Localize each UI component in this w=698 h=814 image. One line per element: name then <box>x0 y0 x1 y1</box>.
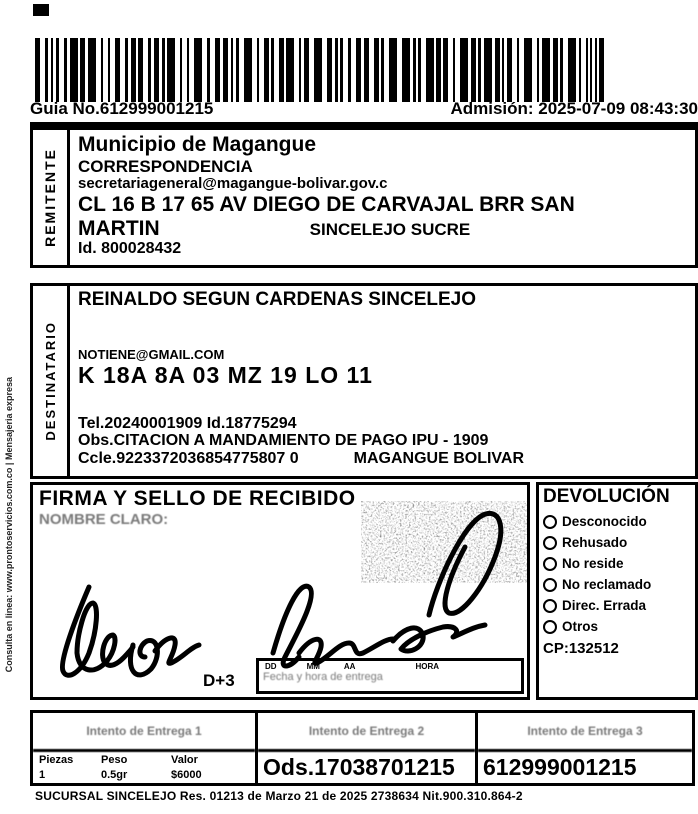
barcode-bar <box>236 38 239 102</box>
barcode-bar <box>279 38 284 102</box>
sender-address-line2: MARTIN <box>78 216 160 240</box>
devolucion-title: DEVOLUCIÓN <box>543 486 670 507</box>
barcode-bar <box>524 38 532 102</box>
barcode-bar <box>223 38 228 102</box>
barcode-bar <box>244 38 252 102</box>
recipient-observation: Obs.CITACION A MANDAMIENTO DE PAGO IPU - 1909 <box>78 432 489 450</box>
barcode-bar <box>348 38 351 102</box>
radio-circle-icon <box>543 599 557 613</box>
barcode-bar <box>436 38 441 102</box>
barcode-bar <box>108 38 110 102</box>
recipient-email: NOTIENE@GMAIL.COM <box>78 347 225 363</box>
option-otros: Otros <box>543 619 691 634</box>
date-col-aa: AA <box>343 662 356 671</box>
barcode-bar <box>356 38 361 102</box>
barcode-bar <box>314 38 322 102</box>
remitente-box <box>30 127 698 268</box>
guia-number: Guia No.612999001215 <box>30 99 214 118</box>
barcode-bar <box>507 38 512 102</box>
radio-circle-icon <box>543 578 557 592</box>
radio-circle-icon <box>543 557 557 571</box>
vertical-margin-text: Consulta en linea: www.prontoservicios.com.co | Mensajeria expresa <box>4 377 14 673</box>
admision-datetime: Admisión: 2025-07-09 08:43:30 <box>450 99 698 118</box>
barcode-bar <box>271 38 274 102</box>
sender-address-line1: CL 16 B 17 65 AV DIEGO DE CARVAJAL BRR SAN <box>78 193 575 217</box>
devolucion-box <box>536 482 698 700</box>
barcode-bar <box>579 38 581 102</box>
date-col-mm: MM <box>306 662 320 671</box>
radio-circle-icon <box>543 515 557 529</box>
attempt-3-column <box>475 710 695 786</box>
barcode-bar <box>537 38 539 102</box>
barcode-bar <box>568 38 576 102</box>
corner-registration-mark <box>33 4 49 16</box>
delivery-datetime-box <box>256 658 524 694</box>
barcode-bar <box>502 38 504 102</box>
barcode-bar <box>340 38 343 102</box>
barcode-bar <box>542 38 550 102</box>
barcode-bar <box>180 38 182 102</box>
barcode-bar <box>304 38 309 102</box>
attempt-3-header: Intento de Entrega 3 <box>478 713 692 752</box>
branch-footer-text: SUCURSAL SINCELEJO Res. 01213 de Marzo 21 de 2025 2738634 Nit.900.310.864-2 <box>35 789 523 803</box>
date-column-headers <box>263 662 517 671</box>
signature-box <box>30 482 530 700</box>
attempt-2-column <box>255 710 478 786</box>
destinatario-box <box>30 283 698 479</box>
barcode-bar <box>257 38 259 102</box>
barcode-bar <box>167 38 175 102</box>
attempt-1-column <box>30 710 258 786</box>
barcode-bar <box>381 38 384 102</box>
barcode-bar <box>327 38 332 102</box>
barcode-bar <box>162 38 165 102</box>
barcode-bar <box>517 38 519 102</box>
option-desconocido: Desconocido <box>543 514 691 529</box>
barcode-bar <box>586 38 588 102</box>
date-col-dd: DD <box>265 662 277 671</box>
barcode-bar <box>335 38 338 102</box>
barcode-bar <box>88 38 96 102</box>
pieces-weight-value-cell <box>33 752 255 783</box>
barcode-bar <box>495 38 500 102</box>
option-no-reside: No reside <box>543 556 691 571</box>
attempt-1-header: Intento de Entrega 1 <box>33 713 255 752</box>
barcode-bar <box>56 38 59 102</box>
barcode <box>35 38 613 102</box>
date-col-hora: HORA <box>415 662 440 671</box>
destinatario-label-cell <box>33 286 70 476</box>
barcode-bar <box>231 38 233 102</box>
barcode-bar <box>443 38 448 102</box>
option-direc-errada: Direc. Errada <box>543 598 691 613</box>
barcode-bar <box>215 38 220 102</box>
radio-circle-icon <box>543 536 557 550</box>
barcode-bar <box>286 38 294 102</box>
option-rehusado: Rehusado <box>543 535 691 550</box>
attempt-2-header: Intento de Entrega 2 <box>258 713 475 752</box>
pieces-value-row: 1 0.5gr $6000 <box>39 768 202 781</box>
remitente-label: REMITENTE <box>42 148 58 247</box>
barcode-bar <box>413 38 416 102</box>
barcode-bar <box>207 38 210 102</box>
date-caption: Fecha y hora de entrega <box>263 671 383 683</box>
option-no-reclamado: No reclamado <box>543 577 691 592</box>
remitente-content <box>70 130 695 265</box>
barcode-bar <box>478 38 481 102</box>
barcode-bar <box>402 38 410 102</box>
barcode-bar <box>590 38 592 102</box>
remitente-label-cell <box>33 130 70 265</box>
sender-id: Id. 800028432 <box>78 240 182 258</box>
barcode-bar <box>131 38 136 102</box>
barcode-bar <box>35 38 40 102</box>
barcode-bar <box>553 38 558 102</box>
postal-code: CP:132512 <box>543 640 619 657</box>
barcode-bar <box>51 38 53 102</box>
ods-number: Ods.17038701215 <box>263 754 455 780</box>
barcode-bar <box>70 38 78 102</box>
d-plus-3-label: D+3 <box>203 671 235 690</box>
guia-admision-line <box>30 99 698 127</box>
barcode-bar <box>364 38 369 102</box>
sender-department: CORRESPONDENCIA <box>78 156 253 176</box>
barcode-bar <box>599 38 604 102</box>
barcode-bar <box>299 38 301 102</box>
destinatario-content <box>70 286 695 476</box>
recipient-name: REINALDO SEGUN CARDENAS SINCELEJO <box>78 289 476 310</box>
recipient-tel-id: Tel.20240001909 Id.18775294 <box>78 414 297 432</box>
sender-city: SINCELEJO SUCRE <box>309 219 471 239</box>
barcode-bar <box>374 38 379 102</box>
barcode-bar <box>154 38 159 102</box>
barcode-bar <box>426 38 434 102</box>
barcode-bar <box>80 38 85 102</box>
pieces-header-row: Piezas Peso Valor <box>39 754 198 767</box>
clear-name-label: NOMBRE CLARO: <box>39 511 169 528</box>
barcode-bar <box>64 38 67 102</box>
destinatario-label: DESTINATARIO <box>42 321 58 441</box>
recipient-address: K 18A 8A 03 MZ 19 LO 11 <box>78 361 373 388</box>
barcode-bar <box>194 38 202 102</box>
barcode-bar <box>453 38 455 102</box>
guia-number-value: 612999001215 <box>483 754 637 780</box>
recipient-account: Ccle.9223372036854775807 0 <box>78 450 299 468</box>
barcode-bar <box>115 38 120 102</box>
barcode-bar <box>101 38 103 102</box>
barcode-bar <box>560 38 563 102</box>
recipient-city: MAGANGUE BOLIVAR <box>353 450 525 468</box>
delivery-attempts-table <box>30 710 698 786</box>
radio-circle-icon <box>543 620 557 634</box>
signature-title: FIRMA Y SELLO DE RECIBIDO <box>39 487 356 510</box>
barcode-bar <box>389 38 397 102</box>
barcode-bar <box>460 38 468 102</box>
barcode-bar <box>264 38 269 102</box>
barcode-bar <box>187 38 189 102</box>
barcode-bar <box>45 38 48 102</box>
barcode-bar <box>418 38 421 102</box>
barcode-bar <box>484 38 492 102</box>
barcode-bar <box>471 38 476 102</box>
barcode-bar <box>125 38 128 102</box>
barcode-bar <box>595 38 597 102</box>
barcode-bar <box>138 38 143 102</box>
sender-name: Municipio de Magangue <box>78 133 317 156</box>
sender-email: secretariageneral@magangue-bolivar.gov.c <box>78 174 388 192</box>
barcode-bar <box>148 38 151 102</box>
